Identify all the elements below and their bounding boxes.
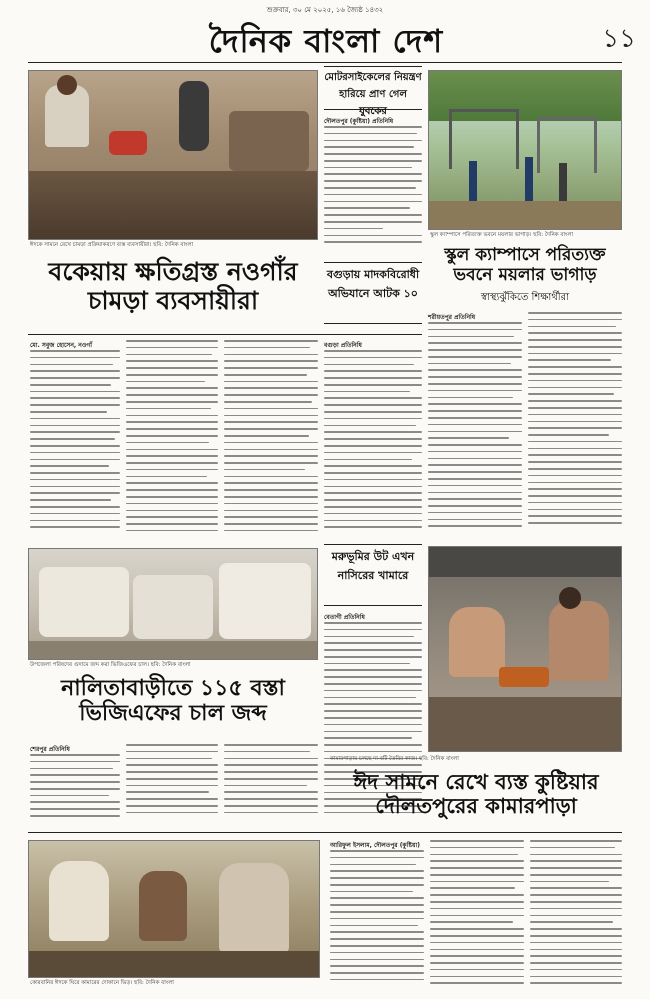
naogaon-body-col1: [30, 350, 120, 538]
blacksmith-headline: ঈদ সামনে রেখে ব্যস্ত কুষ্টিয়ার দৌলতপুরের কামারপাড়া: [353, 770, 599, 819]
naogaon-headline: বকেয়ায় ক্ষতিগ্রস্ত নওগাঁর চামড়া ব্যবসায়ীরা: [48, 257, 298, 315]
camel-byline: বেতাগী প্রতিনিধি: [324, 614, 365, 621]
blacksmith-byline: আরিফুল ইসলাম, দৌলতপুর (কুষ্টিয়া): [330, 842, 420, 849]
bogura-headline: বগুড়ায় মাদকবিরোধী অভিযানে আটক ১০: [324, 262, 422, 324]
blacksmith-shop-photo: [28, 840, 320, 978]
rice-body-col2: [126, 744, 218, 824]
school-headline: স্কুল ক্যাম্পাসে পরিত্যক্ত ভবনে ময়লার ভাগাড়: [444, 245, 606, 285]
motorcycle-headline: মোটরসাইকেলের নিয়ন্ত্রণ হারিয়ে প্রাণ গেল যুবকের: [324, 66, 422, 110]
school-campus-photo: [428, 70, 622, 230]
page-number: ১১: [602, 24, 636, 54]
header-rule: [28, 62, 622, 63]
school-body-col2: [528, 312, 622, 538]
naogaon-body-col3: [224, 340, 318, 538]
school-body-col1: [428, 322, 522, 538]
rice-headline: নালিতাবাড়ীতে ১১৫ বস্তা ভিজিএফের চাল জব্দ: [61, 676, 285, 727]
rice-body-col3: [224, 744, 318, 824]
school-byline: শরীয়তপুর প্রতিনিধি: [428, 314, 476, 321]
section-rule-bottom: [28, 832, 622, 833]
motorcycle-byline: দৌলতপুর (কুষ্টিয়া) প্রতিনিধি: [324, 118, 394, 125]
section-rule-left: [28, 334, 422, 335]
rice-body-col1: [30, 754, 120, 824]
bottom-photo-caption: কোরবানির ঈদকে ঘিরে কামারের দোকানে ভিড়। ছবি: দৈনিক বাংলা: [30, 980, 174, 986]
dateline: শুক্রবার, ৩০ মে ২০২৫, ১৬ জ্যৈষ্ঠ ১৪৩২: [266, 6, 384, 14]
masthead-logo: দৈনিক বাংলা দেশ: [208, 22, 444, 60]
naogaon-body-col2: [126, 340, 218, 538]
blacksmith-photo-caption: কামারপাড়ায় চলছে দা-বটি তৈরির কাজ। ছবি: দৈনিক বাংলা: [330, 756, 459, 762]
blacksmith-body-col1: [330, 850, 424, 990]
school-photo-caption: স্কুল ক্যাম্পাসে পরিত্যক্ত ভবনে ময়লার ভাগাড়। ছবি: দৈনিক বাংলা: [430, 232, 574, 238]
motorcycle-body: [324, 126, 422, 254]
rice-byline: শেরপুর প্রতিনিধি: [30, 746, 70, 753]
blacksmith-body-col2: [430, 840, 524, 990]
leather-traders-photo: [28, 70, 318, 240]
blacksmith-body-col3: [530, 840, 622, 990]
bogura-body: [324, 350, 422, 538]
blacksmith-photo: [428, 546, 622, 752]
rice-sacks-photo: [28, 548, 318, 660]
bogura-byline: বগুড়া প্রতিনিধি: [324, 342, 362, 349]
camel-headline: মরুভূমির উট এখন নাসিরের খামারে: [324, 544, 422, 606]
leather-photo-caption: ঈদকে সামনে রেখে চামড়া প্রক্রিয়াকরণে ব্যস্ত ব্যবসায়ীরা। ছবি: দৈনিক বাংলা: [30, 242, 194, 248]
naogaon-byline: মো. সবুজ হোসেন, নওগাঁ: [30, 342, 92, 349]
school-subhead: স্বাস্থ্যঝুঁকিতে শিক্ষার্থীরা: [480, 292, 570, 303]
rice-photo-caption: উপজেলা পরিষদের গুদামে জব্দ করা ভিজিএফের চাল। ছবি: দৈনিক বাংলা: [30, 662, 191, 668]
